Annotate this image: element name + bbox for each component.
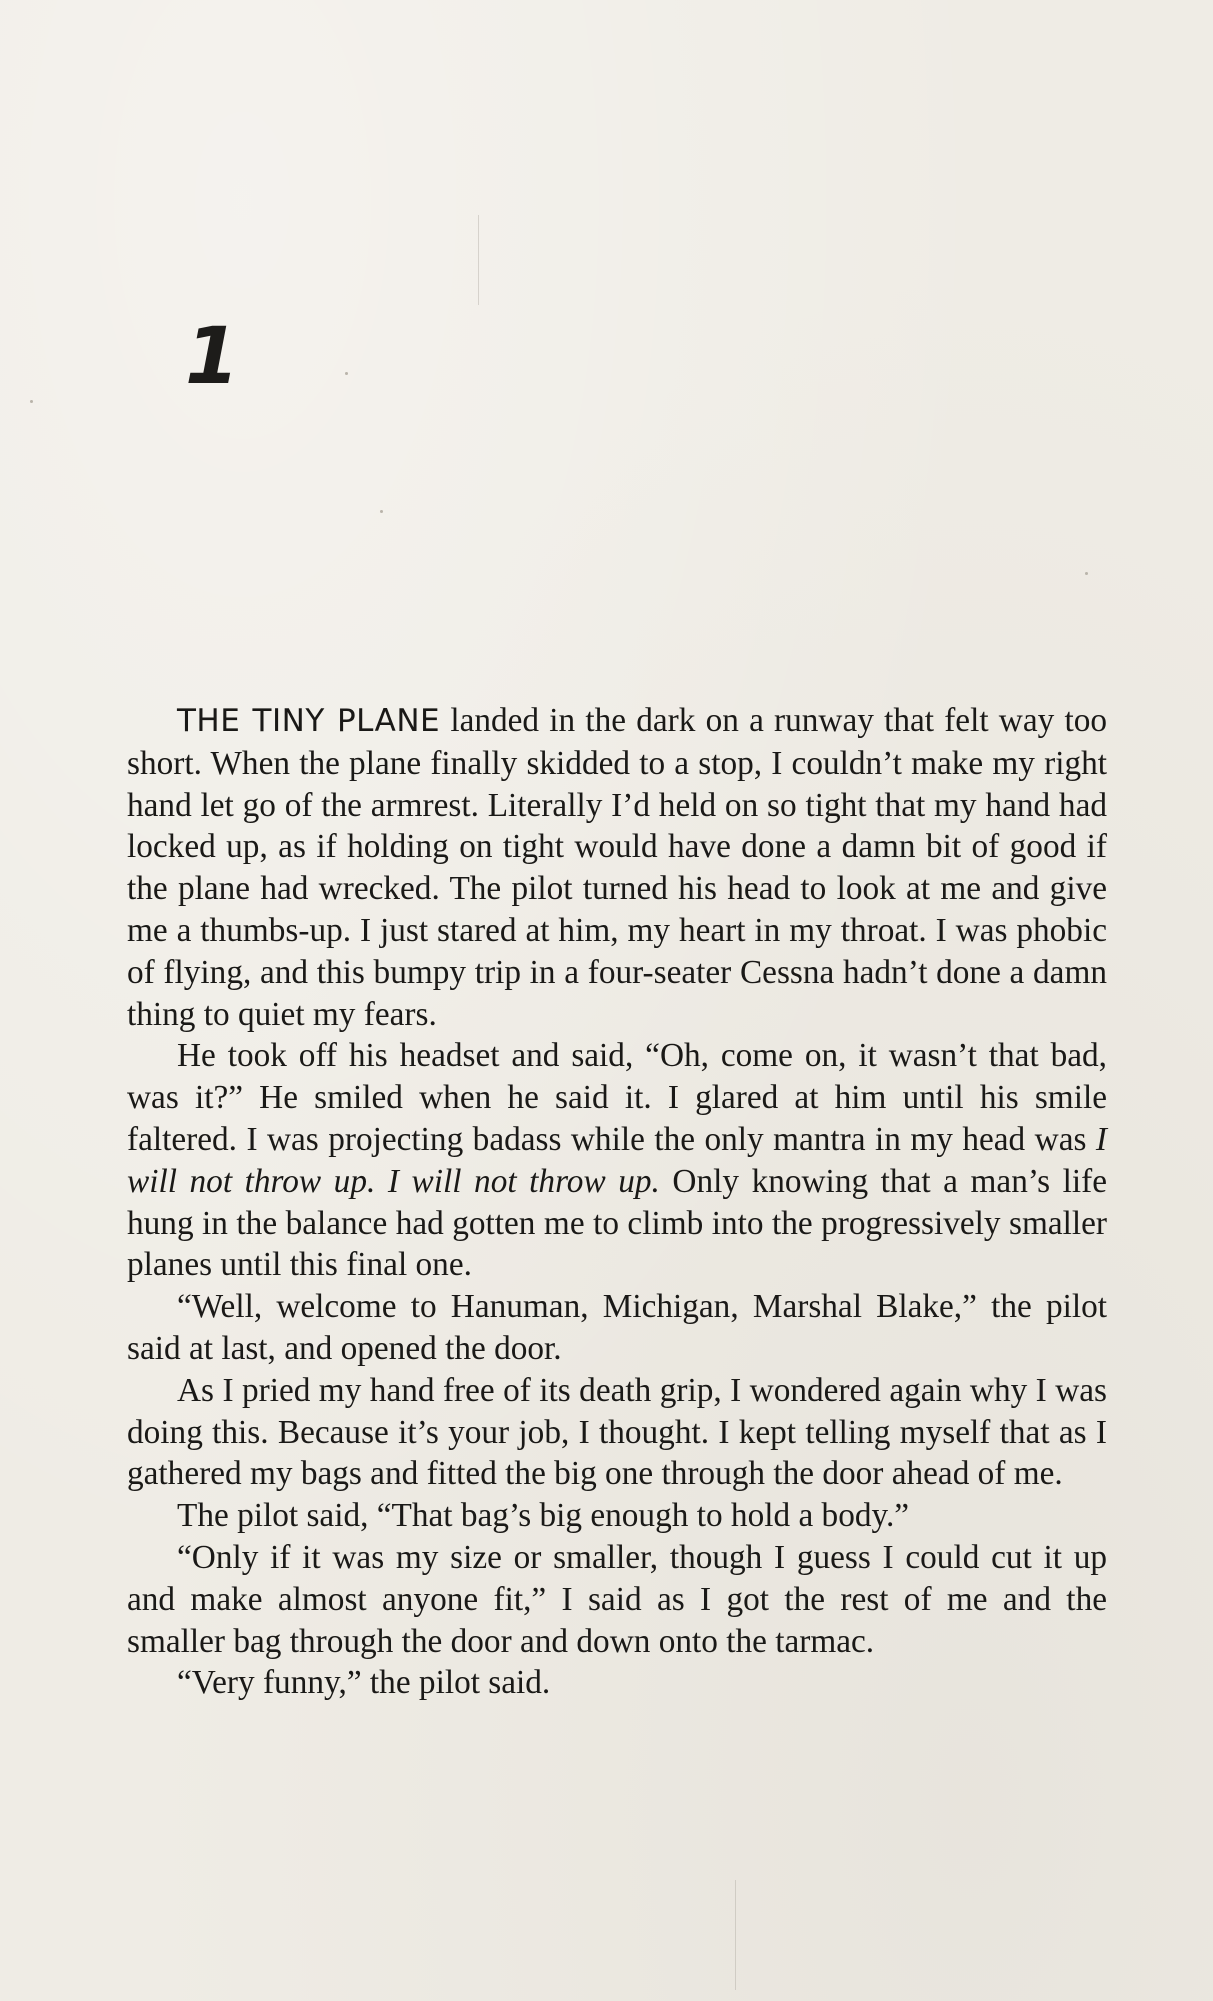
- paragraph-1-text: landed in the dark on a runway that felt way too short. When the plane finally skidded to a stop, I couldn’t make my right hand let go of the armrest. Literally I’d held on so tight that my hand had locked up, as if holding on tight would have done a damn bit of good if the plane had wrecked. The pilot turned his head to look at me and give me a thumbs-up. I just stared at him, my heart in my throat. I was phobic of flying, and this bumpy trip in a four-seater Cessna hadn’t done a damn thing to quiet my fears.: [127, 702, 1107, 1033]
- paragraph-2: [127, 1035, 1107, 1286]
- paragraph-2-text-before: He took off his headset and said, “Oh, come on, it wasn’t that bad, was it?” He smiled when he said it. I glared at him until his smile faltered. I was projecting badass while the only mantra in my head was: [127, 1037, 1107, 1158]
- paragraph-1: [127, 700, 1107, 1035]
- paper-crease: [478, 215, 479, 305]
- paragraph-4: As I pried my hand free of its death grip, I wondered again why I was doing this. Because it’s your job, I thought. I kept telling myself that as I gathered my bags and fitted the big one through the door ahead of me.: [127, 1371, 1107, 1493]
- paragraph-2-text-after: Only knowing that a man’s life hung in the balance had gotten me to climb into the progressively smaller planes until this final one.: [127, 1162, 1107, 1284]
- chapter-body: [127, 700, 1107, 1704]
- paper-speck: [380, 510, 383, 513]
- paragraph-3: “Well, welcome to Hanuman, Michigan, Marshal Blake,” the pilot said at last, and opened the door.: [127, 1288, 1107, 1367]
- paper-speck: [345, 372, 348, 375]
- paper-speck: [30, 400, 33, 403]
- paper-crease: [735, 1880, 736, 1990]
- paragraph-2-italic-mantra: I will not throw up. I will not throw up.: [127, 1120, 1107, 1200]
- paragraph-5: The pilot said, “That bag’s big enough to hold a body.”: [177, 1497, 910, 1535]
- chapter-lead-in: THE TINY PLANE: [177, 703, 441, 739]
- paper-speck: [1085, 572, 1088, 575]
- paragraph-6: “Only if it was my size or smaller, though I guess I could cut it up and make almost anyone fit,” I said as I got the rest of me and the smaller bag through the door and down onto the tarmac.: [127, 1538, 1107, 1660]
- paragraph-7: “Very funny,” the pilot said.: [177, 1664, 551, 1702]
- chapter-number: 1: [185, 312, 240, 402]
